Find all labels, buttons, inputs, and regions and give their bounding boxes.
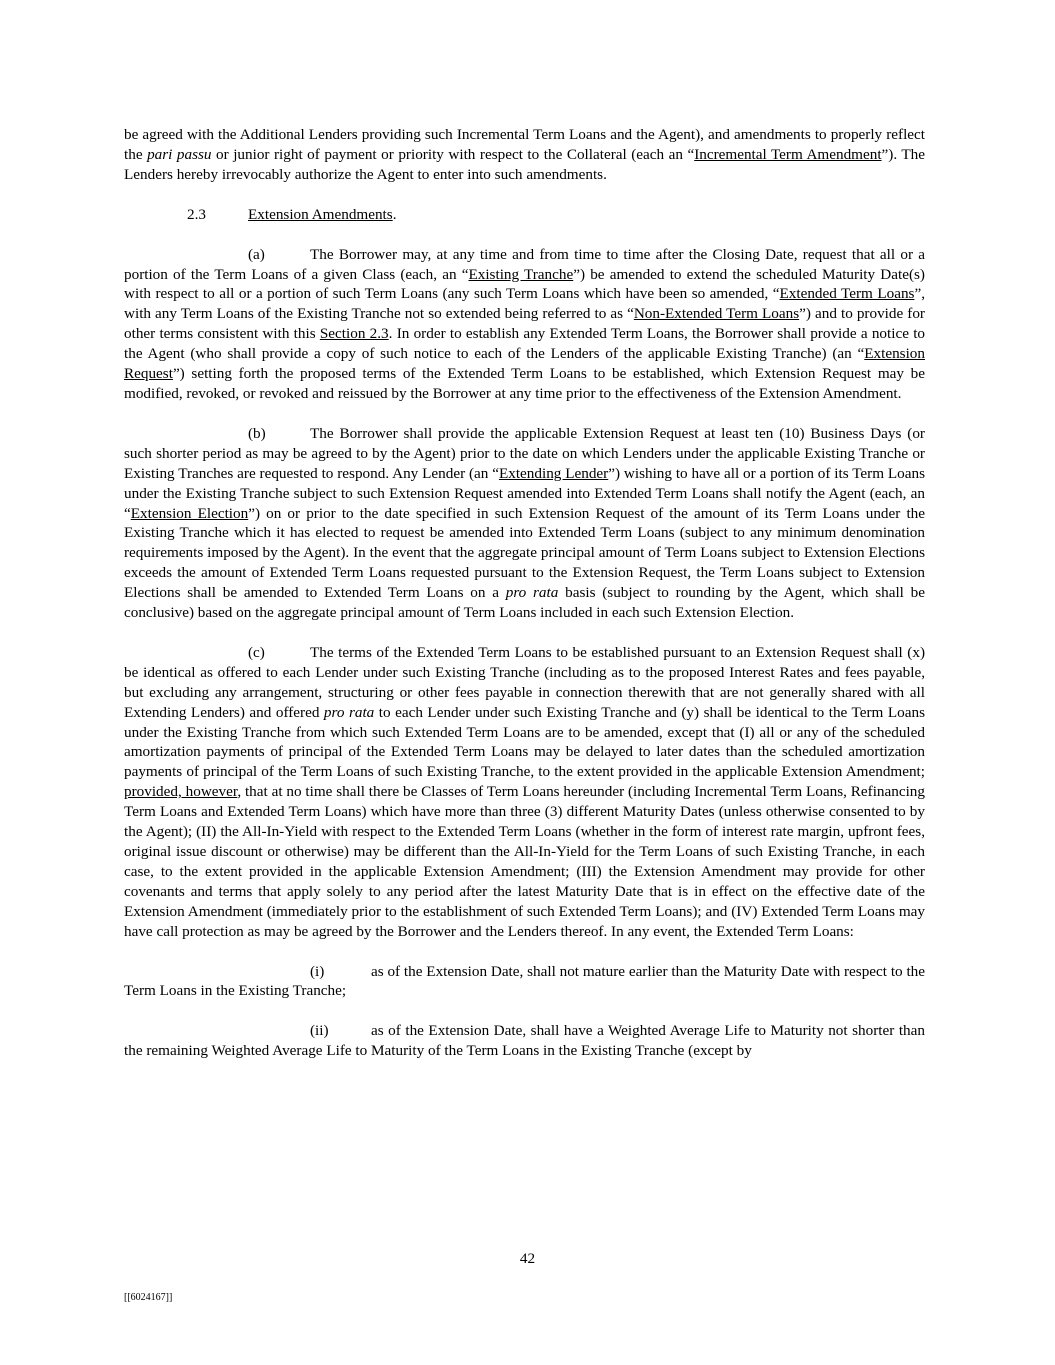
paragraph-label: (i) bbox=[310, 962, 325, 980]
page-number: 42 bbox=[519, 1250, 536, 1267]
document-id: [[6024167]] bbox=[124, 1292, 173, 1303]
paragraph-label: (b) bbox=[248, 424, 266, 442]
section-heading: 2.3 Extension Amendments. bbox=[187, 205, 397, 223]
paragraph-a: (a) The Borrower may, at any time and from time to time after the Closing Date, request that all or a portion of the Term Loans of a given Class (each, an “Existing Tranche”) be amended to extend the scheduled Maturity Date(s) with respect to all or a portion of such Term Loans (any such Term Loans which have been so amended, “Extended Term Loans”, with any Term Loans of the Existing Tranche not so extended being referred to as “Non-Extended Term Loans”) and to provide for other terms consistent with this Section 2.3. In order to establish any Extended Term Loans, the Borrower shall provide a notice to the Agent (who shall provide a copy of such notice to each of the Lenders of the applicable Existing Tranche) (an “Extension Request”) setting forth the proposed terms of the Extended Term Loans to be established, which Extension Request may be modified, revoked, or revoked and reissued by the Borrower at any time prior to the effectiveness of the Extension Amendment. bbox=[124, 245, 926, 402]
paragraph-c: (c) The terms of the Extended Term Loans to be established pursuant to an Extension Request shall (x) be identical as offered to each Lender under such Existing Tranche (including as to the proposed Interest Rates and fees payable, but excluding any arrangement, structuring or other fees payable in connection therewith that are not generally shared with all Extending Lenders) and offered pro rata to each Lender under such Existing Tranche and (y) shall be identical to the Term Loans under the Existing Tranche from which such Extended Term Loans are to be amended, except that (I) all or any of the scheduled amortization payments of principal of the Extended Term Loans may be delayed to later dates than the scheduled amortization payments of principal of the Term Loans of such Existing Tranche, to the extent provided in the applicable Extension Amendment; provided, however, that at no time shall there be Classes of Term Loans hereunder (including Incremental Term Loans, Refinancing Term Loans and Extended Term Loans) which have more than three (3) different Maturity Dates (unless otherwise consented to by the Agent); (II) the All-In-Yield with respect to the Extended Term Loans (whether in the form of interest rate margin, upfront fees, original issue discount or otherwise) may be different than the All-In-Yield for the Term Loans of such Existing Tranche, in each case, to the extent provided in the applicable Extension Amendment; (III) the Extension Amendment may provide for other covenants and terms that apply solely to any period after the latest Maturity Date that is in effect on the effective date of the Extension Amendment (immediately prior to the establishment of such Extended Term Loans); and (IV) Extended Term Loans may have call protection as may be agreed by the Borrower and the Lenders thereof. In any event, the Extended Term Loans: bbox=[124, 643, 925, 940]
continuation-paragraph: be agreed with the Additional Lenders providing such Incremental Term Loans and the Agent), and amendments to properly reflect the pari passu or junior right of payment or priority with respect to the Collateral (each an “Incremental Term Amendment”). The Lenders hereby irrevocably authorize the Agent to enter into such amendments. bbox=[124, 126, 925, 183]
document-page bbox=[124, 125, 925, 1081]
section-title: Extension Amendments bbox=[248, 205, 393, 223]
defined-term: Extension Election bbox=[130, 504, 249, 522]
defined-term: Existing Tranche bbox=[468, 265, 574, 283]
section-number: 2.3 bbox=[187, 205, 206, 223]
paragraph-b: (b) The Borrower shall provide the applicable Extension Request at least ten (10) Business Days (or such shorter period as may be agreed to by the Agent) prior to the date on which Lenders under the applicable Existing Tranche or Existing Tranches are requested to respond. Any Lender (an “Extending Lender”) wishing to have all or a portion of its Term Loans under the Existing Tranche subject to such Extension Request amended into Extended Term Loans shall notify the Agent (each, an “Extension Election”) on or prior to the date specified in such Extension Request of the amount of its Term Loans under the Existing Tranche which it has elected to request be amended into Extended Term Loans (subject to any minimum denomination requirements imposed by the Agent). In the event that the aggregate principal amount of Term Loans subject to Extension Elections exceeds the amount of Extended Term Loans requested pursuant to the Extension Request, the Term Loans subject to Extension Elections shall be amended to Extended Term Loans on a pro rata basis (subject to rounding by the Agent, which shall be conclusive) based on the aggregate principal amount of Term Loans included in each such Extension Election. bbox=[124, 424, 926, 622]
paragraph-i: (i) as of the Extension Date, shall not mature earlier than the Maturity Date with respect to the Term Loans in the Existing Tranche; bbox=[124, 962, 925, 1000]
defined-term: Non-Extended Term Loans bbox=[633, 305, 800, 323]
paragraph-label: (a) bbox=[248, 245, 265, 263]
paragraph-label: (c) bbox=[248, 643, 265, 661]
defined-term: Extending Lender bbox=[498, 464, 609, 482]
section-reference: Section 2.3 bbox=[319, 325, 389, 343]
defined-term: Incremental Term Amendment bbox=[694, 145, 882, 163]
paragraph-ii: (ii) as of the Extension Date, shall have a Weighted Average Life to Maturity not shorter than the remaining Weighted Average Life to Maturity of the Term Loans in the Existing Tranche (except by bbox=[124, 1022, 925, 1060]
defined-term: Extended Term Loans bbox=[779, 285, 915, 303]
defined-term: Extension Request bbox=[124, 345, 925, 383]
proviso-term: provided, however bbox=[124, 783, 238, 801]
paragraph-label: (ii) bbox=[310, 1022, 329, 1040]
